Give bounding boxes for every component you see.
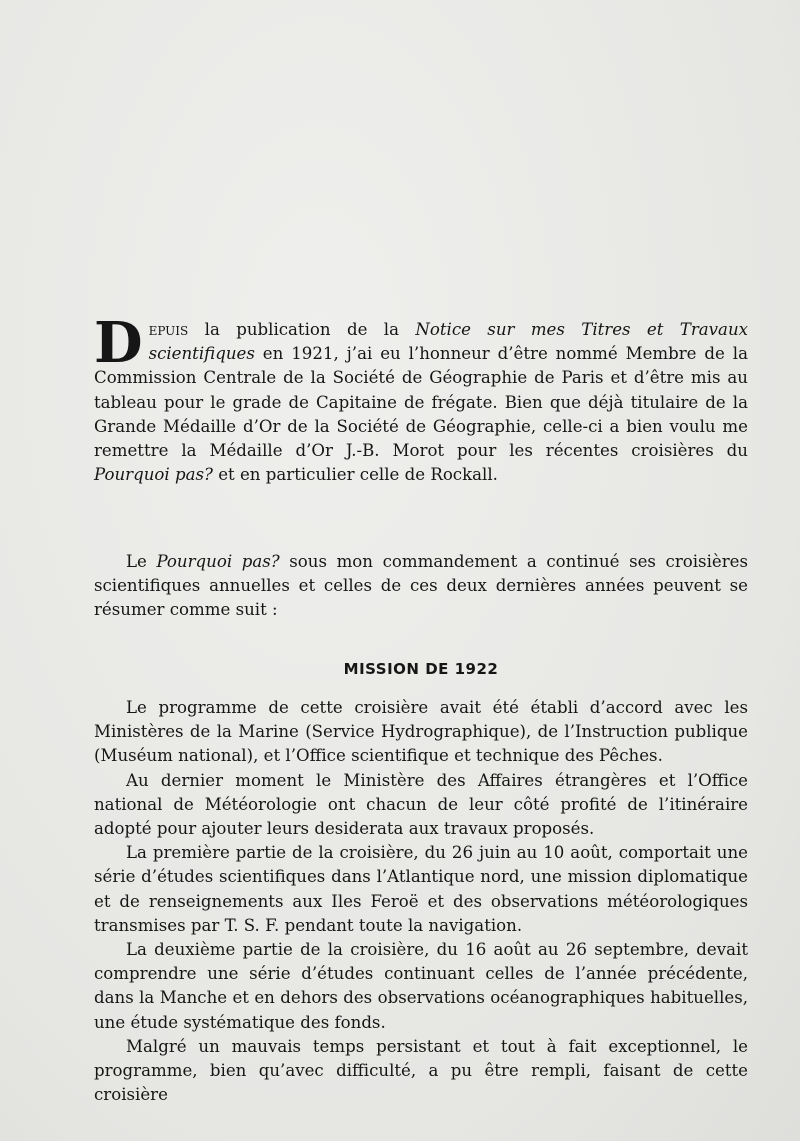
ship-name: Pourquoi pas? [94,465,213,485]
mission-paragraph-1: Le programme de cette croisière avait été établi d’accord avec les Ministères de la Marine (Service Hydrographique), de l’Instruction publique (Muséum national), et l’Office scientifique et technique des Pêches. [94,698,748,766]
ship-name: Pourquoi pas? [156,552,280,571]
intro-text-b: en 1921, j’ai eu l’honneur d’être nommé Membre de la Commission Centrale de la Société de Géographie de Paris et d’être mis au tableau pour le grade de Capitaine de frégate. Bien que déjà titulaire de la Grande Médaille d’Or de la Société de Géographie, celle-ci a bien voulu me remettre la Médaille d’Or J.-B. Morot pour les récentes croisières du [94,344,748,461]
summary-text-a: Le [126,552,157,571]
intro-text-a: la publication de la [188,320,416,339]
section-heading: MISSION DE 1922 [343,660,499,678]
intro-text-c: et en particulier celle de Rockall. [212,465,498,485]
first-word-rest: epuis [148,320,189,339]
mission-paragraph-2: Au dernier moment le Ministère des Affaires étrangères et l’Office national de Météorologie ont chacun de leur côté profité de l’itinéraire adopté pour ajouter leurs desiderata aux travaux proposés. [94,770,748,839]
intro-paragraph [94,310,748,487]
mission-paragraph-5: Malgré un mauvais temps persistant et tout à fait exceptionnel, le programme, bien qu’avec difficulté, a pu être rempli, faisant de cette croisière [94,1036,748,1105]
mission-paragraph-3: La première partie de la croisière, du 26 juin au 10 août, comportait une série d’études scientifiques dans l’Atlantique nord, une mission diplomatique et de renseignements aux Iles Feroë et des observations météorologiques transmises par T. S. F. pendant toute la navigation. [94,843,748,935]
summary-text-b: sous mon commandement a continué ses croisières scientifiques annuelles et celles de ces deux dernières années peuvent se résumer comme suit : [94,552,748,620]
notice-title: Notice sur mes Titres et Travaux scientifiques [148,320,748,364]
summary-paragraph [94,550,748,623]
mission-body [94,696,748,1107]
mission-paragraph-4: La deuxième partie de la croisière, du 16 août au 26 septembre, devait comprendre une série d’études continuant celles de l’année précédente, dans la Manche et en dehors des observations océanographiques habituelles, une étude systématique des fonds. [94,940,748,1032]
drop-cap: D [94,310,143,376]
